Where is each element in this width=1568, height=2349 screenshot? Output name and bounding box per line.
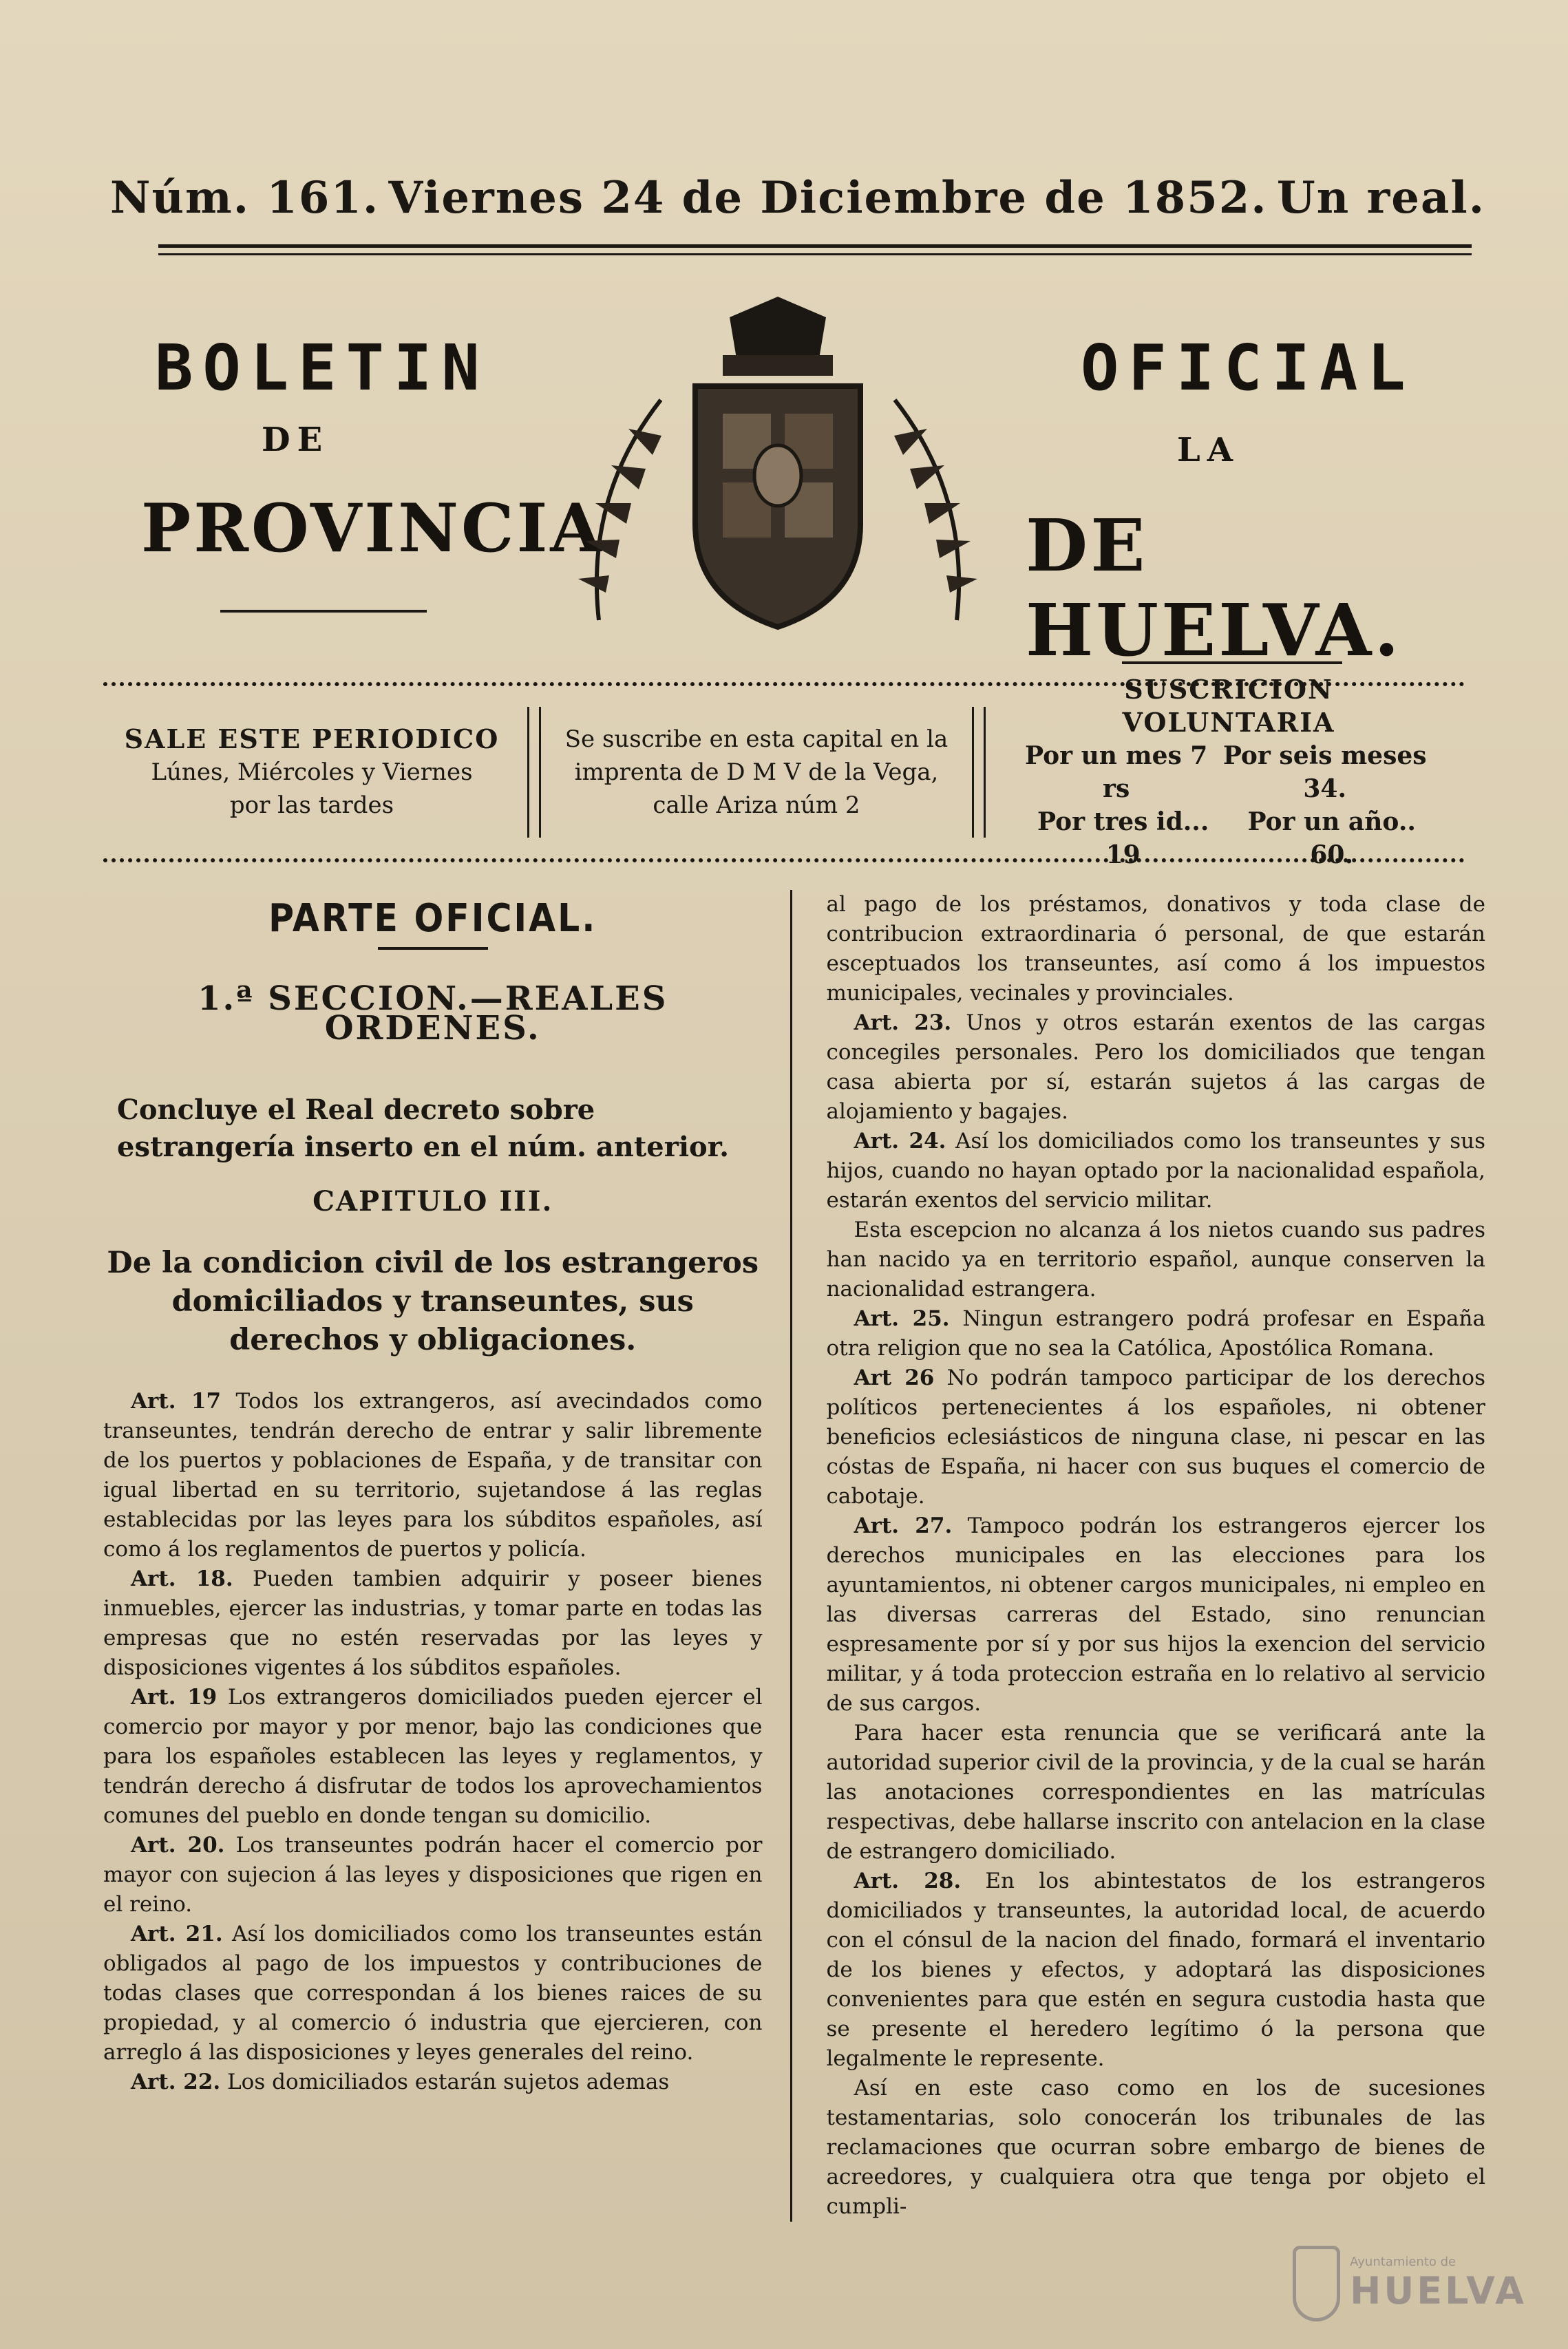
subscription-box — [103, 674, 1465, 869]
rates-row-1 — [1020, 739, 1437, 805]
column-divider — [527, 707, 541, 838]
article-26: Art 26 No podrán tampoco participar de los derechos políticos pertenecientes á los españoles, ni obtener beneficios eclesiásticos de ninguna clase, ni pescar en las cóstas de España, ni hacer con sus buques el comercio de cabotaje. — [826, 1365, 1485, 1509]
subsection-heading: 1.ª SECCION.—REALES ORDENES. — [198, 979, 668, 1048]
suscribe-line-2: imprenta de D M V de la Vega, — [574, 758, 939, 786]
left-column — [103, 890, 790, 2222]
article-22: Art. 22. Los domiciliados estarán sujetos ademas — [131, 2070, 670, 2094]
city-seal-icon — [1293, 2246, 1340, 2321]
article-28-note: Así en este caso como en los de sucesiones testamentarias, solo conocerán los tribunales de las reclamaciones que ocurran sobre embargo de bienes de acreedores, y cualquiera otra que tenga por objeto el cumpli- — [826, 2076, 1485, 2219]
article-18: Art. 18. Pueden tambien adquirir y poseer bienes inmuebles, ejercer las industrias, y tomar parte en todas las empresas que no estén reservadas por las leyes y disposiciones vigentes á los súbditos españoles. — [103, 1566, 763, 1680]
publication-schedule — [103, 686, 520, 858]
issue-number: Núm. 161. — [110, 172, 380, 224]
article-intro: Concluye el Real decreto sobre estrangería inserto en el núm. anterior. — [117, 1094, 730, 1163]
masthead-huelva: DE HUELVA. — [1026, 503, 1402, 672]
short-rule — [378, 947, 488, 950]
article-27: Art. 27. Tampoco podrán los estrangeros ejercer los derechos municipales en las elecciones para los ayuntamientos, ni obtener cargos municipales, ni empleo en las diversas carreras del Estado, sino renuncian espresamente por sí y por sus hijos la exencion del servicio militar, y á toda proteccion estraña en lo relativo al servicio de sus cargos. — [826, 1513, 1486, 1716]
flourish-left — [220, 610, 427, 613]
article-21: Art. 21. Así los domiciliados como los transeuntes están obligados al pago de los impuestos y contribuciones de todas clases que correspondan á los bienes raices de su propiedad, y al comercio ó industria que ejercieren, con arreglo á las disposiciones y leyes generales del reino. — [103, 1922, 763, 2065]
masthead-boletin: BOLETIN — [155, 331, 489, 405]
archive-watermark — [1293, 2246, 1527, 2321]
article-24-note: Esta escepcion no alcanza á los nietos cuando sus padres han nacido ya en territorio español, aunque conserven la nacionalidad estrangera. — [826, 1218, 1485, 1301]
article-19: Art. 19 Los extrangeros domiciliados pueden ejercer el comercio por mayor y por menor, bajo las condiciones que para los españoles establecen las leyes y reglamentos, y tendrán derecho á disfrutar de todos los aprovechamientos comunes del pueblo en donde tengan su domicilio. — [103, 1685, 763, 1828]
article-23: Art. 23. Unos y otros estarán exentos de las cargas concegiles personales. Pero los domiciliados que tengan casa abierta por sí, estarán sujetos á las cargas de alojamiento y bagajes. — [826, 1010, 1485, 1124]
rate-year: Por un año.. 60. — [1247, 807, 1416, 869]
chapter-title: De la condicion civil de los estrangeros domiciliados y transeuntes, sus derechos y obligaciones. — [107, 1246, 759, 1357]
rate-month: Por un mes 7 rs — [1024, 741, 1208, 803]
watermark-name: HUELVA — [1350, 2269, 1527, 2313]
masthead-oficial: OFICIAL — [1081, 331, 1415, 405]
article-27-note: Para hacer esta renuncia que se verificará ante la autoridad superior civil de la provincia, y de la cual se harán las anotaciones correspondientes en las matrículas respectivas, debe hallarse inscrito con antelacion en la clase de estrangero domiciliado. — [826, 1721, 1485, 1864]
royal-coat-of-arms-icon — [558, 290, 998, 648]
flourish-right — [1122, 661, 1342, 664]
sale-title: SALE ESTE PERIODICO — [124, 723, 500, 754]
masthead-de: DE — [262, 421, 330, 459]
right-column — [790, 890, 1486, 2222]
sale-time: por las tardes — [229, 791, 394, 819]
rates-row-2 — [1020, 805, 1437, 871]
suscricion-title: SUSCRICION VOLUNTARIA — [1122, 674, 1335, 738]
header-rule — [158, 244, 1472, 255]
issue-price: Un real. — [1276, 172, 1485, 224]
article-17: Art. 17 Todos los extrangeros, así avecindados como transeuntes, tendrán derecho de entrar y salir libremente de los puertos y poblaciones de España, y de transitar con igual libertad en su territorio, sujetandose á las reglas establecidas por las leyes para los súbditos españoles, así como á los reglamentos de puertos y policía. — [103, 1389, 763, 1562]
masthead-la: LA — [1177, 431, 1240, 469]
rate-six-months: Por seis meses 34. — [1222, 741, 1427, 803]
continued-paragraph: al pago de los préstamos, donativos y toda clase de contribucion extraordinaria ó personal, de que estarán esceptuados los transeuntes, así como á los impuestos municipales, vecinales y provinciales. — [826, 892, 1485, 1006]
issue-line — [103, 172, 1485, 224]
article-24: Art. 24. Así los domiciliados como los transeuntes y sus hijos, cuando no hayan optado por la nacionalidad española, estarán exentos del servicio militar. — [826, 1129, 1485, 1213]
suscribe-line-1: Se suscribe en esta capital en la — [564, 725, 949, 753]
sale-days: Lúnes, Miércoles y Viernes — [151, 758, 473, 786]
issue-date: Viernes 24 de Diciembre de 1852. — [388, 172, 1268, 224]
chapter-heading: CAPITULO III. — [312, 1185, 553, 1218]
column-divider — [972, 707, 986, 838]
watermark-top: Ayuntamiento de — [1350, 2255, 1456, 2269]
article-28: Art. 28. En los abintestatos de los estrangeros domiciliados y transeuntes, la autoridad local, de acuerdo con el cónsul de la nacion del finado, formará el inventario de los bienes y efectos, y adoptará las disposiciones convenientes para que estén en segura custodia hasta que se presente el heredero legítimo ó la persona que legalmente le represente. — [826, 1869, 1485, 2071]
masthead-provincia: PROVINCIA — [141, 489, 604, 567]
section-heading: PARTE OFICIAL. — [268, 896, 597, 941]
subscription-rates — [993, 674, 1465, 869]
rate-three-months: Por tres id... 19 — [1037, 807, 1209, 869]
article-20: Art. 20. Los transeuntes podrán hacer el comercio por mayor con sujecion á las leyes y disposiciones que rigen en el reino. — [103, 1833, 763, 1917]
article-columns — [103, 890, 1485, 2222]
article-25: Art. 25. Ningun estrangero podrá profesar en España otra religion que no sea la Católica, Apostólica Romana. — [826, 1306, 1485, 1361]
subscription-location — [548, 686, 965, 858]
masthead — [103, 276, 1485, 672]
suscribe-line-3: calle Ariza núm 2 — [653, 791, 860, 819]
